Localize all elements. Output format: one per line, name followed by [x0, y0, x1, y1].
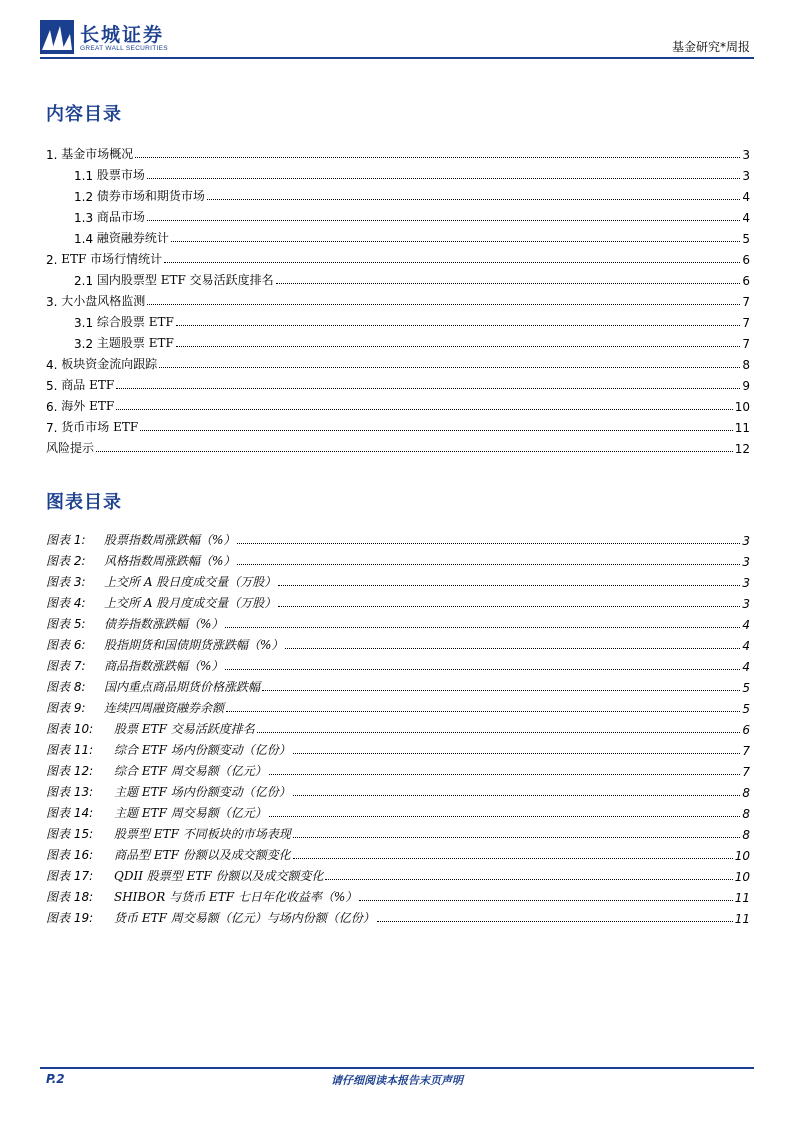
toc-item[interactable] [46, 144, 750, 162]
figure-label: 主题 ETF 周交易额（亿元） [114, 806, 267, 820]
leader-dots [140, 429, 733, 431]
figure-number: 图表 15: [46, 827, 94, 841]
figure-label: 股指期货和国债期货涨跌幅（%） [104, 638, 284, 652]
toc-page: 7 [742, 295, 750, 309]
brand-name-en: GREAT WALL SECURITIES [80, 45, 168, 52]
toc-label: 大小盘风格监测 [61, 294, 146, 308]
toc-page: 3 [742, 148, 750, 162]
figure-page: 3 [742, 597, 750, 611]
toc-label: 债券市场和期货市场 [96, 189, 205, 203]
leader-dots [278, 584, 740, 586]
toc-label: 商品市场 [96, 210, 145, 224]
toc-label: 综合股票 ETF [96, 315, 174, 329]
figure-page: 3 [742, 576, 750, 590]
toc-page: 4 [742, 211, 750, 225]
figure-item[interactable] [46, 677, 750, 695]
figure-number: 图表 13: [46, 785, 94, 799]
footer-divider [40, 1067, 754, 1069]
toc-page: 5 [742, 232, 750, 246]
figure-item[interactable] [46, 614, 750, 632]
toc-page: 6 [742, 253, 750, 267]
figure-number: 图表 11: [46, 743, 94, 757]
toc-number: 6. [46, 400, 58, 414]
figure-label: 股票 ETF 交易活跃度排名 [114, 722, 255, 736]
figure-page: 7 [742, 765, 750, 779]
figure-item[interactable] [46, 908, 750, 926]
toc-label: 基金市场概况 [61, 147, 134, 161]
leader-dots [262, 689, 740, 691]
figure-item[interactable] [46, 845, 750, 863]
figure-item[interactable] [46, 761, 750, 779]
leader-dots [269, 773, 741, 775]
figure-item[interactable] [46, 719, 750, 737]
toc-page: 4 [742, 190, 750, 204]
figure-page: 7 [742, 744, 750, 758]
disclaimer-note: 请仔细阅读本报告末页声明 [331, 1074, 463, 1087]
leader-dots [278, 605, 740, 607]
toc-item[interactable] [74, 186, 750, 204]
figure-label: 主题 ETF 场内份额变动（亿份） [114, 785, 291, 799]
figure-number: 图表 18: [46, 890, 94, 904]
figure-label: 国内重点商品期货价格涨跌幅 [104, 680, 261, 694]
leader-dots [176, 345, 741, 347]
brand-name-cn: 长城证券 [80, 24, 165, 46]
figure-page: 5 [742, 681, 750, 695]
figure-label: SHIBOR 与货币 ETF 七日年化收益率（%） [114, 890, 358, 904]
leader-dots [359, 899, 732, 901]
figure-item[interactable] [46, 887, 750, 905]
toc-number: 2. [46, 253, 58, 267]
page-number: P.2 [46, 1072, 65, 1086]
leader-dots [237, 563, 740, 565]
figure-number: 图表 16: [46, 848, 94, 862]
figure-number: 图表 10: [46, 722, 94, 736]
leader-dots [207, 198, 740, 200]
leader-dots [225, 668, 740, 670]
toc-item[interactable] [46, 354, 750, 372]
leader-dots [293, 752, 741, 754]
toc-number: 7. [46, 421, 58, 435]
figure-number: 图表 1: [46, 533, 86, 547]
leader-dots [147, 219, 740, 221]
figure-page: 5 [742, 702, 750, 716]
figure-label: 上交所 A 股月度成交量（万股） [104, 596, 277, 610]
figure-item[interactable] [46, 551, 750, 569]
leader-dots [237, 542, 740, 544]
figure-label: 商品型 ETF 份额以及成交额变化 [114, 848, 291, 862]
figure-page: 8 [742, 807, 750, 821]
toc-label: 融资融券统计 [96, 231, 169, 245]
figure-page: 3 [742, 555, 750, 569]
toc-item[interactable] [74, 333, 750, 351]
toc-label: 风险提示 [46, 441, 95, 455]
figures-title: 图表目录 [46, 492, 122, 513]
toc-page: 11 [734, 421, 750, 435]
figure-page: 6 [742, 723, 750, 737]
figure-page: 10 [734, 849, 750, 863]
figure-label: 连续四周融资融券余额 [104, 701, 225, 715]
figure-label: 综合 ETF 周交易额（亿元） [114, 764, 267, 778]
figure-item[interactable] [46, 530, 750, 548]
toc-number: 1.4 [74, 232, 94, 246]
toc-item[interactable] [46, 396, 750, 414]
figure-item[interactable] [46, 572, 750, 590]
figure-item[interactable] [46, 803, 750, 821]
leader-dots [226, 710, 740, 712]
figure-item[interactable] [46, 698, 750, 716]
toc-number: 3. [46, 295, 58, 309]
figure-item[interactable] [46, 866, 750, 884]
figure-label: 上交所 A 股日度成交量（万股） [104, 575, 277, 589]
figure-page: 4 [742, 660, 750, 674]
figure-number: 图表 3: [46, 575, 86, 589]
header-divider [40, 57, 754, 59]
toc-item[interactable] [74, 270, 750, 288]
figure-page: 10 [734, 870, 750, 884]
leader-dots [293, 794, 741, 796]
leader-dots [257, 731, 741, 733]
leader-dots [116, 387, 740, 389]
leader-dots [276, 282, 741, 284]
toc-item[interactable] [74, 312, 750, 330]
toc-number: 3.1 [74, 316, 94, 330]
toc-number: 1.1 [74, 169, 94, 183]
toc-item[interactable] [46, 417, 750, 435]
figure-label: 综合 ETF 场内份额变动（亿份） [114, 743, 291, 757]
toc-page: 6 [742, 274, 750, 288]
figure-page: 11 [734, 912, 750, 926]
toc-item[interactable] [46, 249, 750, 267]
toc-label: 国内股票型 ETF 交易活跃度排名 [96, 273, 274, 287]
toc-number: 3.2 [74, 337, 94, 351]
toc-page: 10 [734, 400, 750, 414]
leader-dots [164, 261, 740, 263]
toc-item[interactable] [46, 438, 750, 456]
figure-number: 图表 2: [46, 554, 86, 568]
figure-item[interactable] [46, 593, 750, 611]
figure-item[interactable] [46, 656, 750, 674]
leader-dots [377, 920, 733, 922]
toc-page: 12 [734, 442, 750, 456]
leader-dots [225, 626, 740, 628]
toc-label: ETF 市场行情统计 [61, 252, 163, 266]
figure-label: 风格指数周涨跌幅（%） [104, 554, 236, 568]
leader-dots [176, 324, 741, 326]
toc-label: 主题股票 ETF [96, 336, 174, 350]
figure-number: 图表 8: [46, 680, 86, 694]
toc-item[interactable] [74, 228, 750, 246]
leader-dots [159, 366, 740, 368]
figure-number: 图表 4: [46, 596, 86, 610]
leader-dots [171, 240, 740, 242]
figure-number: 图表 5: [46, 617, 86, 631]
company-logo [40, 18, 180, 58]
leader-dots [285, 647, 740, 649]
figure-number: 图表 19: [46, 911, 94, 925]
figure-label: QDII 股票型 ETF 份额以及成交额变化 [114, 869, 324, 883]
figure-number: 图表 6: [46, 638, 86, 652]
leader-dots [116, 408, 733, 410]
toc-number: 4. [46, 358, 58, 372]
figure-item[interactable] [46, 782, 750, 800]
toc-item[interactable] [74, 165, 750, 183]
leader-dots [147, 177, 740, 179]
toc-number: 1.2 [74, 190, 94, 204]
toc-number: 1.3 [74, 211, 94, 225]
figure-item[interactable] [46, 635, 750, 653]
figure-page: 4 [742, 618, 750, 632]
figure-item[interactable] [46, 824, 750, 842]
toc-number: 2.1 [74, 274, 94, 288]
toc-label: 商品 ETF [61, 378, 115, 392]
figure-page: 11 [734, 891, 750, 905]
figure-number: 图表 7: [46, 659, 86, 673]
figure-page: 4 [742, 639, 750, 653]
toc-item[interactable] [74, 207, 750, 225]
figure-number: 图表 9: [46, 701, 86, 715]
toc-page: 3 [742, 169, 750, 183]
figure-number: 图表 17: [46, 869, 94, 883]
leader-dots [269, 815, 741, 817]
great-wall-logo-icon [40, 20, 74, 54]
leader-dots [135, 156, 740, 158]
toc-page: 8 [742, 358, 750, 372]
contents-title: 内容目录 [46, 104, 122, 125]
toc-label: 股票市场 [96, 168, 145, 182]
figure-label: 股票指数周涨跌幅（%） [104, 533, 236, 547]
toc-label: 板块资金流向跟踪 [61, 357, 158, 371]
figure-page: 8 [742, 786, 750, 800]
toc-item[interactable] [46, 291, 750, 309]
page-header [40, 18, 754, 60]
leader-dots [96, 450, 733, 452]
figure-page: 8 [742, 828, 750, 842]
toc-page: 7 [742, 316, 750, 330]
toc-number: 5. [46, 379, 58, 393]
toc-page: 7 [742, 337, 750, 351]
toc-page: 9 [742, 379, 750, 393]
figure-number: 图表 12: [46, 764, 94, 778]
figure-item[interactable] [46, 740, 750, 758]
leader-dots [293, 857, 733, 859]
leader-dots [293, 836, 741, 838]
toc-number: 1. [46, 148, 58, 162]
figure-number: 图表 14: [46, 806, 94, 820]
toc-item[interactable] [46, 375, 750, 393]
toc-label: 海外 ETF [61, 399, 115, 413]
figure-label: 债券指数涨跌幅（%） [104, 617, 224, 631]
figure-page: 3 [742, 534, 750, 548]
leader-dots [147, 303, 740, 305]
figure-label: 货币 ETF 周交易额（亿元）与场内份额（亿份） [114, 911, 375, 925]
toc-label: 货币市场 ETF [61, 420, 139, 434]
report-type: 基金研究*周报 [671, 40, 750, 54]
figure-label: 商品指数涨跌幅（%） [104, 659, 224, 673]
figure-label: 股票型 ETF 不同板块的市场表现 [114, 827, 291, 841]
leader-dots [325, 878, 732, 880]
